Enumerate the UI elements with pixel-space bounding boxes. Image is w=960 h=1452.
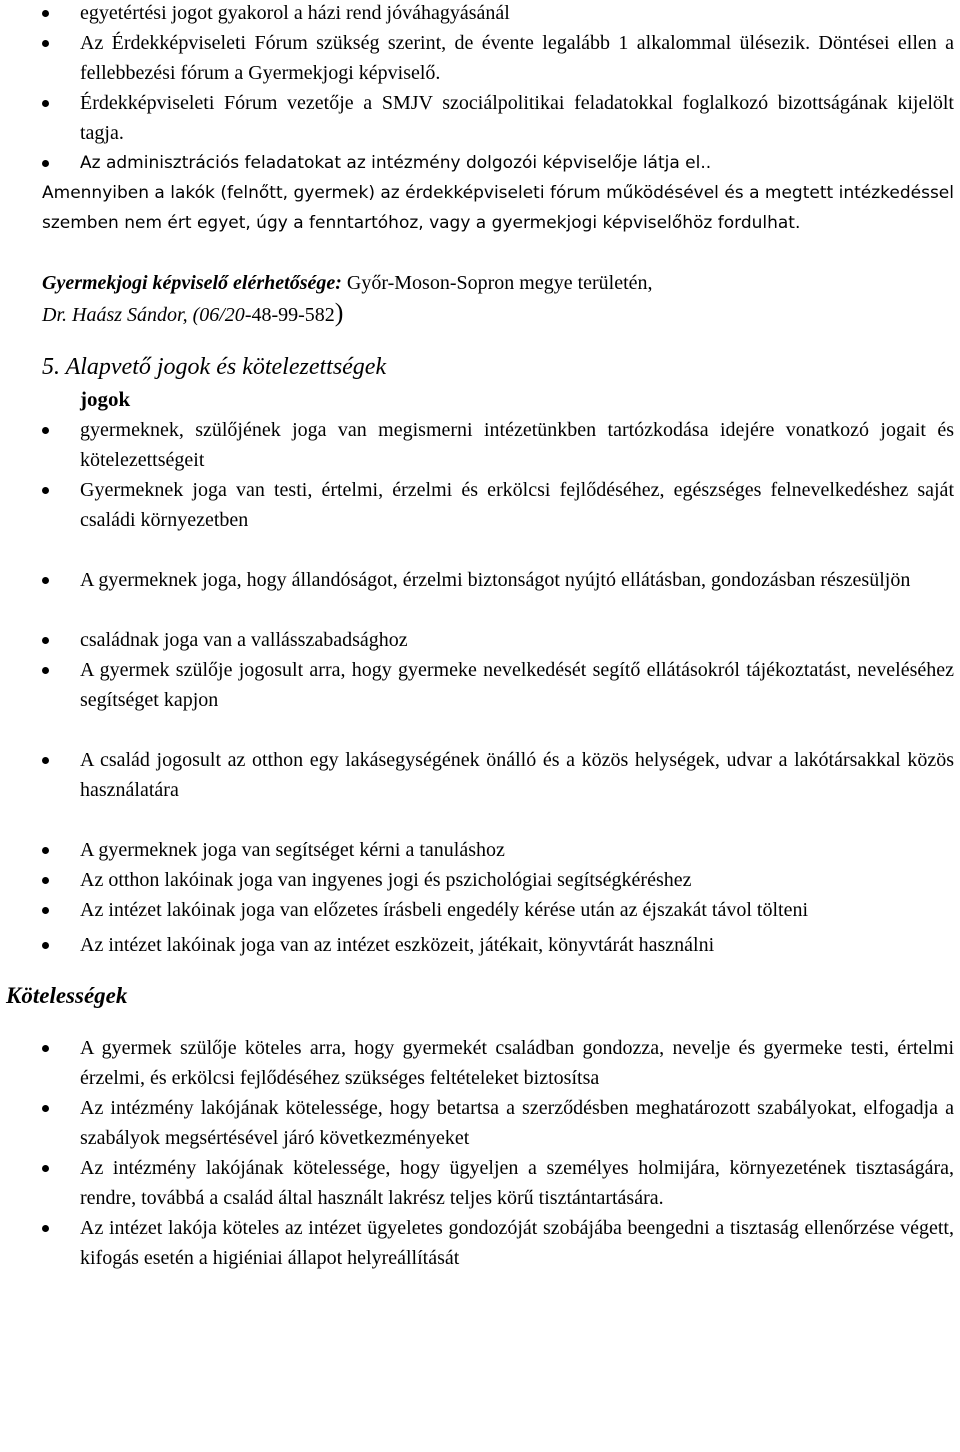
list-item: Gyermeknek joga van testi, értelmi, érzelmi és erkölcsi fejlődéséhez, egészséges felnevelkedéshez saját családi környezetben bbox=[0, 475, 960, 535]
section-number: 5. bbox=[42, 354, 66, 380]
section-title-text: Alapvető jogok és kötelezettségek bbox=[65, 354, 387, 380]
intro-list bbox=[0, 0, 960, 178]
list-item: Az adminisztrációs feladatokat az intézmény dolgozói képviselője látja el.. bbox=[0, 148, 960, 178]
contact-area: Győr-Moson-Sopron megye területén, bbox=[341, 272, 653, 294]
rights-heading: jogok bbox=[80, 387, 131, 411]
contact-name: Dr. Haász Sándor, (06/20 bbox=[42, 304, 245, 326]
contact-block bbox=[0, 268, 960, 330]
list-item: A gyermeknek joga, hogy állandóságot, érzelmi biztonságot nyújtó ellátásban, gondozásban részesüljön bbox=[0, 565, 960, 595]
list-item: Érdekképviseleti Fórum vezetője a SMJV szociálpolitikai feladatokkal foglalkozó bizottságának kijelölt tagja. bbox=[0, 88, 960, 148]
list-item: Az intézmény lakójának kötelessége, hogy betartsa a szerződésben meghatározott szabályokat, elfogadja a szabályok megsértésével járó következményeket bbox=[0, 1093, 960, 1153]
rights-list bbox=[0, 415, 960, 960]
list-item: családnak joga van a vallásszabadsághoz bbox=[0, 625, 960, 655]
section-title bbox=[42, 352, 960, 382]
duties-list bbox=[0, 1033, 960, 1273]
contact-label: Gyermekjogi képviselő elérhetősége: bbox=[42, 272, 342, 294]
list-item: Az intézet lakóinak joga van az intézet eszközeit, játékait, könyvtárát használni bbox=[0, 930, 960, 960]
complaint-paragraph: Amennyiben a lakók (felnőtt, gyermek) az érdekképviseleti fórum működésével és a megtett intézkedéssel szemben nem ért egyet, úgy a fenntartóhoz, vagy a gyermekjogi képviselőhöz fordulhat. bbox=[42, 183, 954, 233]
list-item: Az intézmény lakójának kötelessége, hogy ügyeljen a személyes holmijára, környezetének tisztaságára, rendre, továbbá a család által használt lakrész teljes körű tisztántartására. bbox=[0, 1153, 960, 1213]
list-item: A gyermeknek joga van segítséget kérni a tanuláshoz bbox=[0, 835, 960, 865]
contact-phone: -48-99-582 bbox=[244, 304, 335, 326]
list-item: gyermeknek, szülőjének joga van megismerni intézetünkben tartózkodása idejére vonatkozó jogait és kötelezettségeit bbox=[0, 415, 960, 475]
list-item: Az otthon lakóinak joga van ingyenes jogi és pszichológiai segítségkéréshez bbox=[0, 865, 960, 895]
list-item: A gyermek szülője jogosult arra, hogy gyermeke nevelkedését segítő ellátásokról tájékoztatást, neveléséhez segítséget kapjon bbox=[0, 655, 960, 715]
list-item: egyetértési jogot gyakorol a házi rend jóváhagyásánál bbox=[0, 0, 960, 28]
list-item: A család jogosult az otthon egy lakásegységének önálló és a közös helységek, udvar a lakótársakkal közös használatára bbox=[0, 745, 960, 805]
duties-heading: Kötelességek bbox=[6, 983, 128, 1008]
list-item: Az Érdekképviseleti Fórum szükség szerint, de évente legalább 1 alkalommal ülésezik. Döntései ellen a fellebbezési fórum a Gyermekjogi képviselő. bbox=[0, 28, 960, 88]
list-item: Az intézet lakóinak joga van előzetes írásbeli engedély kérése után az éjszakát távol tölteni bbox=[0, 895, 960, 925]
list-item: Az intézet lakója köteles az intézet ügyeletes gondozóját szobájába beengedni a tisztaság ellenőrzése végett, kifogás esetén a higiéniai állapot helyreállítását bbox=[0, 1213, 960, 1273]
list-item: A gyermek szülője köteles arra, hogy gyermekét családban gondozza, nevelje és gyermeke testi, értelmi érzelmi, és erkölcsi fejlődéséhez szükséges feltételeket biztosítsa bbox=[0, 1033, 960, 1093]
contact-close: ) bbox=[334, 298, 344, 327]
